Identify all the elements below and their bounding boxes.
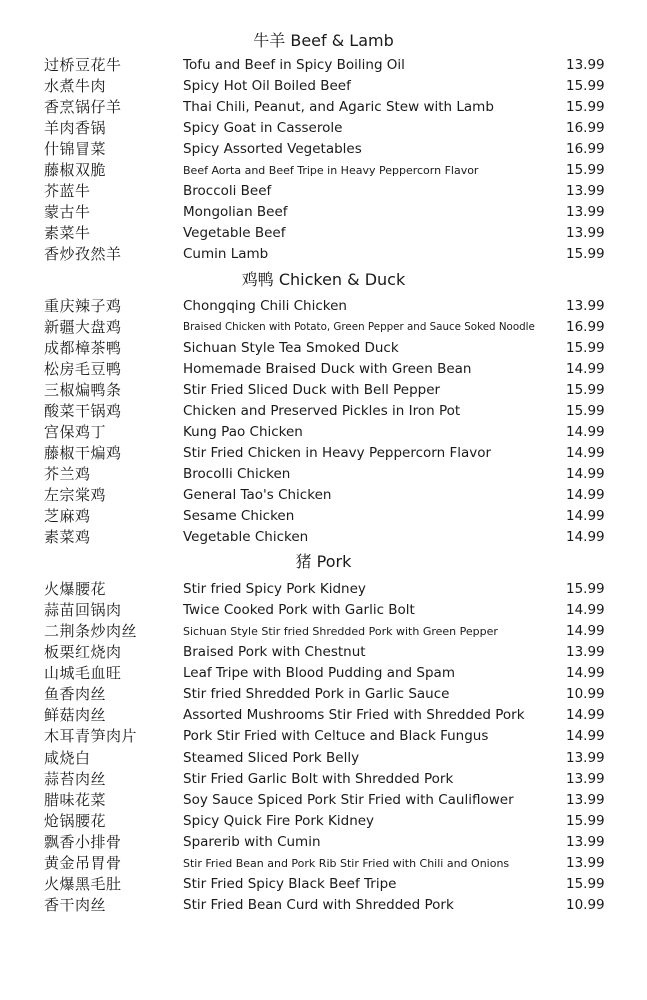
dish-english-name: Sichuan Style Tea Smoked Duck bbox=[183, 340, 399, 356]
menu-item bbox=[0, 97, 647, 118]
dish-price: 14.99 bbox=[566, 424, 605, 440]
dish-english-name: General Tao's Chicken bbox=[183, 487, 332, 503]
dish-price: 10.99 bbox=[566, 897, 605, 913]
dish-price: 13.99 bbox=[566, 57, 605, 73]
dish-chinese-name: 藤椒双脆 bbox=[44, 161, 107, 179]
menu-item bbox=[0, 401, 647, 422]
dish-price: 14.99 bbox=[566, 508, 605, 524]
dish-english-name: Tofu and Beef in Spicy Boiling Oil bbox=[183, 57, 405, 73]
menu-item bbox=[0, 621, 647, 642]
dish-english-name: Stir Fried Chicken in Heavy Peppercorn Flavor bbox=[183, 445, 492, 461]
dish-chinese-name: 酸菜干锅鸡 bbox=[44, 402, 122, 420]
dish-chinese-name: 蒜苔肉丝 bbox=[44, 770, 107, 788]
menu-item bbox=[0, 296, 647, 317]
dish-english-name: Vegetable Beef bbox=[183, 225, 286, 241]
dish-chinese-name: 松房毛豆鸭 bbox=[44, 360, 122, 378]
dish-chinese-name: 咸烧白 bbox=[44, 749, 91, 767]
dish-english-name: Braised Chicken with Potato, Green Pepper and Sauce Soked Noodle bbox=[183, 321, 535, 333]
dish-price: 14.99 bbox=[566, 623, 605, 639]
dish-price: 15.99 bbox=[566, 78, 605, 94]
menu-item bbox=[0, 853, 647, 874]
dish-english-name: Chongqing Chili Chicken bbox=[183, 298, 347, 314]
dish-english-name: Sparerib with Cumin bbox=[183, 834, 321, 850]
dish-price: 10.99 bbox=[566, 686, 605, 702]
dish-english-name: Stir Fried Bean and Pork Rib Stir Fried with Chili and Onions bbox=[183, 857, 510, 870]
dish-price: 14.99 bbox=[566, 466, 605, 482]
menu-item bbox=[0, 811, 647, 832]
menu-item bbox=[0, 223, 647, 244]
menu-item bbox=[0, 55, 647, 76]
dish-english-name: Stir Fried Spicy Black Beef Tripe bbox=[183, 876, 397, 892]
dish-english-name: Mongolian Beef bbox=[183, 204, 288, 220]
dish-price: 14.99 bbox=[566, 728, 605, 744]
menu-item bbox=[0, 317, 647, 338]
dish-chinese-name: 鲜菇肉丝 bbox=[44, 706, 107, 724]
dish-english-name: Thai Chili, Peanut, and Agaric Stew with Lamb bbox=[183, 99, 494, 115]
dish-price: 14.99 bbox=[566, 665, 605, 681]
dish-price: 15.99 bbox=[566, 246, 605, 262]
dish-english-name: Stir Fried Garlic Bolt with Shredded Pork bbox=[183, 771, 454, 787]
menu-item bbox=[0, 244, 647, 265]
menu-item bbox=[0, 527, 647, 548]
dish-english-name: Spicy Goat in Casserole bbox=[183, 120, 343, 136]
dish-price: 13.99 bbox=[566, 792, 605, 808]
section-title-chicken-duck: 鸡鸭 Chicken & Duck bbox=[241, 270, 406, 289]
menu-item bbox=[0, 705, 647, 726]
menu-item bbox=[0, 338, 647, 359]
menu-item bbox=[0, 506, 647, 527]
dish-price: 13.99 bbox=[566, 225, 605, 241]
dish-price: 13.99 bbox=[566, 750, 605, 766]
menu-item bbox=[0, 726, 647, 747]
menu-item bbox=[0, 380, 647, 401]
dish-price: 15.99 bbox=[566, 99, 605, 115]
dish-chinese-name: 芥蓝牛 bbox=[44, 182, 91, 200]
dish-chinese-name: 二荆条炒肉丝 bbox=[44, 622, 138, 640]
menu-item bbox=[0, 663, 647, 684]
menu-item bbox=[0, 600, 647, 621]
dish-chinese-name: 过桥豆花牛 bbox=[44, 56, 122, 74]
menu-item bbox=[0, 748, 647, 769]
dish-chinese-name: 羊肉香锅 bbox=[44, 119, 107, 137]
section-title-pork: 猪 Pork bbox=[295, 552, 352, 571]
menu-item bbox=[0, 485, 647, 506]
dish-chinese-name: 黄金吊胃骨 bbox=[44, 854, 122, 872]
dish-english-name: Brocolli Chicken bbox=[183, 466, 291, 482]
dish-english-name: Steamed Sliced Pork Belly bbox=[183, 750, 360, 766]
dish-price: 15.99 bbox=[566, 813, 605, 829]
dish-chinese-name: 板栗红烧肉 bbox=[44, 643, 122, 661]
dish-english-name: Pork Stir Fried with Celtuce and Black Fungus bbox=[183, 728, 489, 744]
dish-price: 13.99 bbox=[566, 771, 605, 787]
dish-chinese-name: 芥兰鸡 bbox=[44, 465, 91, 483]
dish-english-name: Sichuan Style Stir fried Shredded Pork with Green Pepper bbox=[183, 625, 498, 638]
dish-english-name: Stir fried Spicy Pork Kidney bbox=[183, 581, 366, 597]
dish-price: 13.99 bbox=[566, 183, 605, 199]
dish-price: 13.99 bbox=[566, 204, 605, 220]
dish-chinese-name: 飘香小排骨 bbox=[44, 833, 122, 851]
section-title-beef-lamb: 牛羊 Beef & Lamb bbox=[253, 31, 394, 50]
dish-price: 14.99 bbox=[566, 445, 605, 461]
dish-price: 14.99 bbox=[566, 529, 605, 545]
menu-item bbox=[0, 443, 647, 464]
dish-english-name: Sesame Chicken bbox=[183, 508, 295, 524]
menu-item bbox=[0, 160, 647, 181]
menu-item bbox=[0, 422, 647, 443]
dish-english-name: Chicken and Preserved Pickles in Iron Pot bbox=[183, 403, 461, 419]
dish-chinese-name: 鱼香肉丝 bbox=[44, 685, 107, 703]
dish-price: 13.99 bbox=[566, 834, 605, 850]
dish-chinese-name: 成都樟茶鸭 bbox=[44, 339, 122, 357]
dish-chinese-name: 火爆黑毛肚 bbox=[44, 875, 122, 893]
dish-price: 16.99 bbox=[566, 319, 605, 335]
dish-chinese-name: 木耳青笋肉片 bbox=[44, 727, 138, 745]
dish-english-name: Homemade Braised Duck with Green Bean bbox=[183, 361, 472, 377]
dish-english-name: Vegetable Chicken bbox=[183, 529, 309, 545]
dish-price: 15.99 bbox=[566, 581, 605, 597]
menu-item bbox=[0, 874, 647, 895]
dish-price: 15.99 bbox=[566, 403, 605, 419]
dish-price: 13.99 bbox=[566, 855, 605, 871]
dish-chinese-name: 新疆大盘鸡 bbox=[44, 318, 122, 336]
menu-item bbox=[0, 684, 647, 705]
dish-chinese-name: 蒜苗回锅肉 bbox=[44, 601, 122, 619]
menu-item bbox=[0, 139, 647, 160]
dish-price: 14.99 bbox=[566, 361, 605, 377]
dish-price: 15.99 bbox=[566, 162, 605, 178]
dish-english-name: Kung Pao Chicken bbox=[183, 424, 303, 440]
dish-chinese-name: 藤椒干煸鸡 bbox=[44, 444, 122, 462]
dish-english-name: Spicy Hot Oil Boiled Beef bbox=[183, 78, 351, 94]
dish-chinese-name: 什锦冒菜 bbox=[44, 140, 107, 158]
menu-item bbox=[0, 202, 647, 223]
dish-chinese-name: 火爆腰花 bbox=[44, 580, 107, 598]
menu-item bbox=[0, 895, 647, 916]
dish-english-name: Braised Pork with Chestnut bbox=[183, 644, 366, 660]
dish-chinese-name: 水煮牛肉 bbox=[44, 77, 107, 95]
dish-english-name: Beef Aorta and Beef Tripe in Heavy Peppercorn Flavor bbox=[183, 164, 479, 177]
dish-chinese-name: 炝锅腰花 bbox=[44, 812, 107, 830]
dish-english-name: Stir fried Shredded Pork in Garlic Sauce bbox=[183, 686, 450, 702]
dish-english-name: Broccoli Beef bbox=[183, 183, 272, 199]
dish-price: 16.99 bbox=[566, 141, 605, 157]
menu-item bbox=[0, 76, 647, 97]
menu-item bbox=[0, 790, 647, 811]
menu-item bbox=[0, 359, 647, 380]
dish-chinese-name: 腊味花菜 bbox=[44, 791, 107, 809]
dish-price: 13.99 bbox=[566, 644, 605, 660]
dish-english-name: Soy Sauce Spiced Pork Stir Fried with Cauliflower bbox=[183, 792, 514, 808]
menu-item bbox=[0, 181, 647, 202]
dish-chinese-name: 宫保鸡丁 bbox=[44, 423, 107, 441]
dish-chinese-name: 香烹锅仔羊 bbox=[44, 98, 122, 116]
dish-chinese-name: 重庆辣子鸡 bbox=[44, 297, 122, 315]
menu-item bbox=[0, 642, 647, 663]
menu-item bbox=[0, 832, 647, 853]
dish-chinese-name: 左宗棠鸡 bbox=[44, 486, 107, 504]
dish-chinese-name: 蒙古牛 bbox=[44, 203, 91, 221]
dish-chinese-name: 素菜牛 bbox=[44, 224, 91, 242]
dish-english-name: Assorted Mushrooms Stir Fried with Shredded Pork bbox=[183, 707, 525, 723]
dish-price: 14.99 bbox=[566, 707, 605, 723]
dish-english-name: Twice Cooked Pork with Garlic Bolt bbox=[183, 602, 415, 618]
dish-english-name: Leaf Tripe with Blood Pudding and Spam bbox=[183, 665, 455, 681]
dish-english-name: Spicy Assorted Vegetables bbox=[183, 141, 362, 157]
dish-price: 15.99 bbox=[566, 340, 605, 356]
dish-chinese-name: 香炒孜然羊 bbox=[44, 245, 122, 263]
dish-price: 15.99 bbox=[566, 876, 605, 892]
menu-item bbox=[0, 464, 647, 485]
dish-price: 16.99 bbox=[566, 120, 605, 136]
menu-item bbox=[0, 769, 647, 790]
dish-price: 13.99 bbox=[566, 298, 605, 314]
dish-english-name: Cumin Lamb bbox=[183, 246, 269, 262]
dish-chinese-name: 芝麻鸡 bbox=[44, 507, 91, 525]
dish-english-name: Spicy Quick Fire Pork Kidney bbox=[183, 813, 375, 829]
dish-chinese-name: 山城毛血旺 bbox=[44, 664, 122, 682]
dish-chinese-name: 香干肉丝 bbox=[44, 896, 107, 914]
dish-price: 14.99 bbox=[566, 487, 605, 503]
dish-english-name: Stir Fried Bean Curd with Shredded Pork bbox=[183, 897, 454, 913]
dish-english-name: Stir Fried Sliced Duck with Bell Pepper bbox=[183, 382, 441, 398]
menu-item bbox=[0, 579, 647, 600]
dish-chinese-name: 素菜鸡 bbox=[44, 528, 91, 546]
dish-price: 15.99 bbox=[566, 382, 605, 398]
menu-item bbox=[0, 118, 647, 139]
dish-chinese-name: 三椒煸鸭条 bbox=[44, 381, 122, 399]
dish-price: 14.99 bbox=[566, 602, 605, 618]
